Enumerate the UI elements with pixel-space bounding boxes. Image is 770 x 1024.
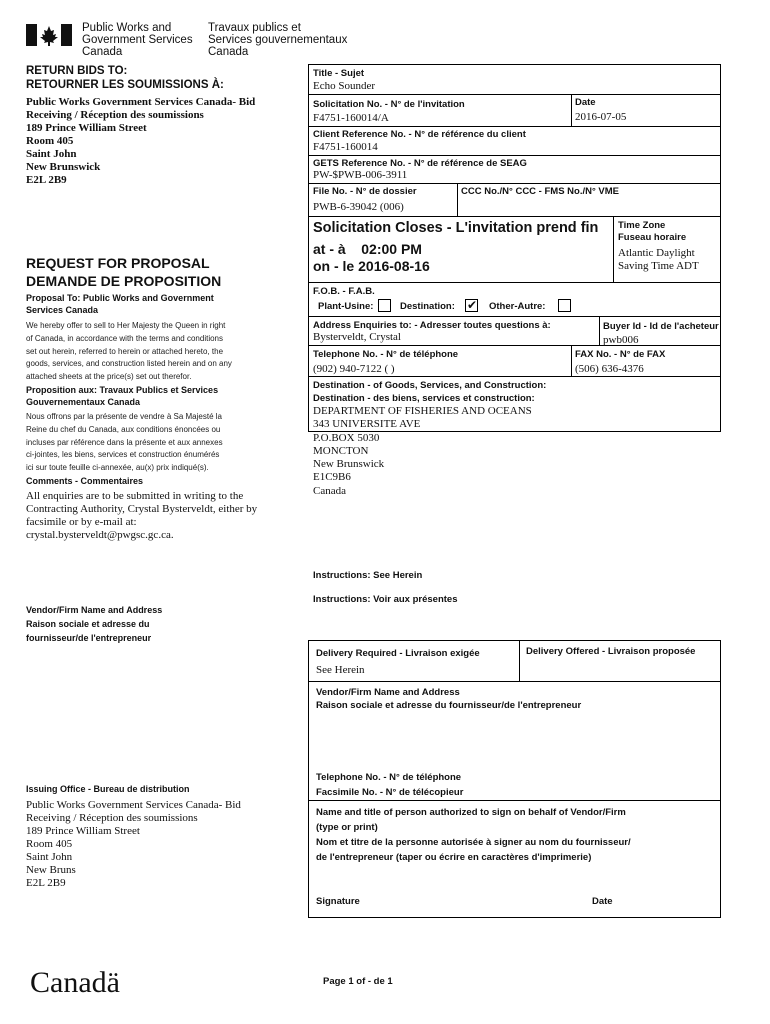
page-number: Page 1 of - de 1 [323, 976, 393, 987]
issuing-office-address: Public Works Government Services Canada- Bid Receiving / Réception des soumissions 189 Prince William Street Room 405 Saint John New Bruns E2L 2B9 [26, 799, 241, 889]
canada-flag-icon [26, 24, 72, 46]
proposition-text: Nous offrons par la présente de vendre à Sa Majesté la Reine du chef du Canada, aux conditions énoncées ou incluses par référence dans la présente et aux annexes ci-jointes, les biens, services et construction énumérés ici sur toute feuille ci-annexée, au(x) prix indiqué(s). [26, 412, 223, 473]
plant-label: Plant-Usine: [318, 301, 374, 312]
destination-checkbox[interactable] [465, 299, 478, 312]
fax-value: (506) 636-4376 [575, 363, 644, 375]
other-checkbox[interactable] [558, 299, 571, 312]
time-value: 02:00 PM [361, 241, 422, 257]
telephone-label: Telephone No. - N° de téléphone [313, 349, 459, 360]
authorized-person-label: Name and title of person authorized to sign on behalf of Vendor/Firm (type or print) Nom et titre de la personne autorisée à signer au nom du fournisseur/ de l'entrepreneur (taper ou écrire en caractères d'imprimerie) [316, 807, 631, 863]
vendor-facsimile-label: Facsimile No. - N° de télécopieur [316, 787, 464, 798]
vendor-firm-label: Vendor/Firm Name and Address Raison sociale et adresse du fournisseur/de l'entrepreneur [316, 687, 582, 711]
file-no-value: PWB-6-39042 (006) [313, 201, 404, 213]
closing-time [313, 241, 422, 257]
solicitation-no-value: F4751-160014/A [313, 112, 389, 124]
fob-label: F.O.B. - F.A.B. [313, 286, 375, 297]
client-ref-value: F4751-160014 [313, 141, 378, 153]
other-label: Other-Autre: [489, 301, 546, 312]
vendor-firm-label-left: Vendor/Firm Name and Address Raison sociale et adresse du fournisseur/de l'entrepreneur [26, 605, 163, 643]
vendor-telephone-label: Telephone No. - N° de téléphone [316, 772, 462, 783]
proposition-heading: Proposition aux: Travaux Publics et Services Gouvernementaux Canada [26, 385, 219, 407]
instructions-fr: Instructions: Voir aux présentes [313, 594, 458, 605]
department-name-en: Public Works and Government Services Canada [82, 22, 193, 58]
on-label: on - le [313, 258, 355, 274]
client-ref-label: Client Reference No. - N° de référence du client [313, 129, 526, 140]
plant-checkbox[interactable] [378, 299, 391, 312]
ccc-no-label: CCC No./N° CCC - FMS No./N° VME [461, 186, 620, 197]
address-enquiries-value: Bysterveldt, Crystal [313, 331, 401, 343]
gets-ref-label: GETS Reference No. - N° de référence de SEAG [313, 158, 527, 169]
instructions-en: Instructions: See Herein [313, 570, 423, 581]
buyer-id-value: pwb006 [603, 334, 639, 346]
buyer-id-label: Buyer Id - Id de l'acheteur [603, 321, 719, 332]
comments-text: All enquiries are to be submitted in writing to the Contracting Authority, Crystal Bysterveldt, either by facsimile or by e-mail at: crystal.bysterveldt@pwgsc.gc.ca. [26, 490, 258, 541]
gets-ref-value: PW-$PWB-006-3911 [313, 169, 408, 181]
closing-date-value: 2016-08-16 [358, 258, 430, 274]
time-zone-label: Time Zone Fuseau horaire [618, 220, 687, 243]
delivery-required-value: See Herein [316, 664, 365, 676]
solicitation-closes-label: Solicitation Closes - L'invitation prend fin [313, 220, 599, 236]
checkmark-icon: ✔ [467, 298, 478, 312]
destination-address: DEPARTMENT OF FISHERIES AND OCEANS 343 UNIVERSITE AVE P.O.BOX 5030 MONCTON New Brunswick E1C9B6 Canada [313, 405, 532, 497]
proposal-to-heading: Proposal To: Public Works and Government Services Canada [26, 293, 214, 315]
title-label: Title - Sujet [313, 68, 365, 79]
comments-heading: Comments - Commentaires [26, 476, 144, 486]
proposal-to-text: We hereby offer to sell to Her Majesty the Queen in right of Canada, in accordance with the terms and conditions set out herein, referred to herein or attached hereto, the goods, services, and construction listed herein and on any attached sheets at the price(s) set out therefor. [26, 321, 232, 382]
signature-label: Signature [316, 896, 360, 907]
date-label: Date [575, 97, 596, 108]
time-zone-value: Atlantic Daylight Saving Time ADT [618, 247, 699, 272]
rfp-title: REQUEST FOR PROPOSAL DEMANDE DE PROPOSITION [26, 255, 222, 289]
telephone-value: (902) 940-7122 ( ) [313, 363, 395, 375]
date-value: 2016-07-05 [575, 111, 627, 123]
canada-wordmark: Canadä [30, 966, 120, 999]
fax-label: FAX No. - N° de FAX [575, 349, 666, 360]
issuing-office-label: Issuing Office - Bureau de distribution [26, 784, 190, 794]
solicitation-no-label: Solicitation No. - N° de l'invitation [313, 99, 465, 110]
return-bids-heading: RETURN BIDS TO: RETOURNER LES SOUMISSIONS À: [26, 65, 224, 91]
delivery-required-label: Delivery Required - Livraison exigée [316, 648, 480, 659]
title-value: Echo Sounder [313, 80, 376, 92]
file-no-label: File No. - N° de dossier [313, 186, 417, 197]
address-enquiries-label: Address Enquiries to: - Adresser toutes questions à: [313, 320, 551, 331]
destination-label: Destination: [400, 301, 455, 312]
signature-date-label: Date [592, 896, 613, 907]
department-name-fr: Travaux publics et Services gouvernementaux Canada [208, 22, 348, 58]
delivery-offered-label: Delivery Offered - Livraison proposée [526, 646, 696, 657]
at-label: at - à [313, 241, 346, 257]
destination-goods-label: Destination - of Goods, Services, and Construction: Destination - des biens, services et construction: [313, 380, 547, 404]
closing-date [313, 258, 430, 274]
return-bids-address: Public Works Government Services Canada- Bid Receiving / Réception des soumissions 189 Prince William Street Room 405 Saint John New Brunswick E2L 2B9 [26, 96, 256, 186]
